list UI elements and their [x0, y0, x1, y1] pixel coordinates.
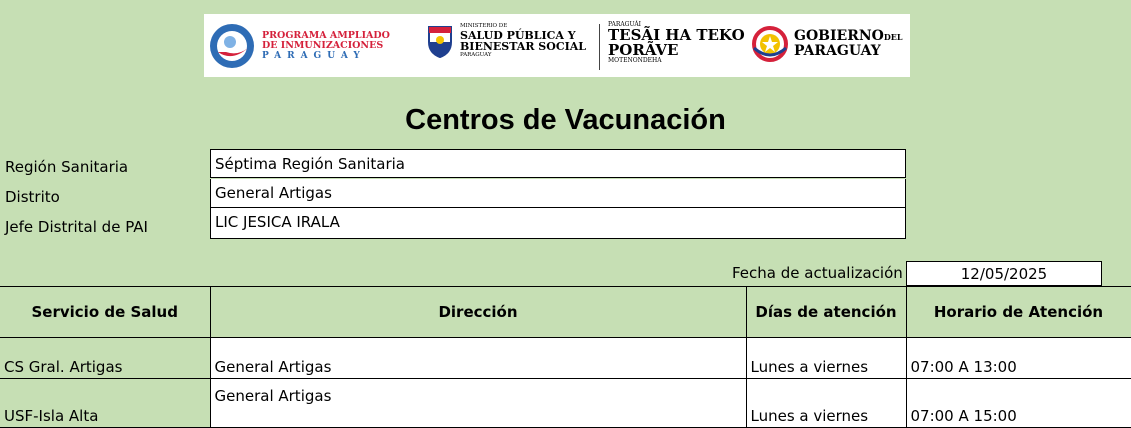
- paraguay-shield-icon: [426, 24, 454, 58]
- pai-emblem-icon: [208, 22, 256, 70]
- header-horario: Horario de Atención: [906, 287, 1131, 338]
- cell-horario: 07:00 A 15:00: [906, 379, 1131, 428]
- tesai-logo: [608, 22, 745, 64]
- cell-horario: 07:00 A 13:00: [906, 338, 1131, 379]
- gobierno-line1-small: DEL: [883, 32, 903, 43]
- region-label: Región Sanitaria: [5, 158, 129, 176]
- cell-dias: Lunes a viernes: [746, 379, 906, 428]
- header-direccion: Dirección: [210, 287, 746, 338]
- ministerio-line2: BIENESTAR SOCIAL: [460, 40, 586, 54]
- cell-direccion: General Artigas: [210, 338, 746, 379]
- table-row: [0, 379, 1131, 428]
- header-servicio: Servicio de Salud: [0, 287, 210, 338]
- table-row: [0, 338, 1131, 379]
- ministerio-small1: MINISTERIO DE: [460, 23, 508, 29]
- ministerio-line1: SALUD PÚBLICA Y: [460, 28, 576, 42]
- cell-direccion: General Artigas: [210, 379, 746, 428]
- pai-line1: PROGRAMA AMPLIADO: [262, 30, 390, 41]
- page-title: Centros de Vacunación: [405, 104, 726, 136]
- logo-separator: [599, 24, 600, 70]
- distrito-label: Distrito: [5, 188, 60, 206]
- cell-servicio: CS Gral. Artigas: [0, 338, 210, 379]
- tesai-small2: MOTENONDEHA: [608, 57, 662, 64]
- distrito-value: General Artigas: [210, 179, 906, 208]
- ministerio-logo: [426, 24, 586, 59]
- pai-logo: [208, 22, 390, 70]
- region-value: Séptima Región Sanitaria: [210, 149, 906, 178]
- vaccination-centers-table: [0, 286, 1131, 428]
- jefe-value: LIC JESICA IRALA: [210, 208, 906, 239]
- fecha-value: 12/05/2025: [906, 261, 1102, 286]
- cell-dias: Lunes a viernes: [746, 338, 906, 379]
- jefe-label: Jefe Distrital de PAI: [5, 218, 148, 236]
- tesai-small1: PARAGUÁI: [608, 21, 642, 28]
- tesai-line1: TESÃI HA TEKO: [608, 26, 745, 44]
- gobierno-line2: PARAGUAY: [794, 43, 881, 59]
- fecha-label: Fecha de actualización: [732, 264, 903, 282]
- cell-servicio: USF-Isla Alta: [0, 379, 210, 428]
- pai-line3: PARAGUAY: [262, 51, 366, 61]
- tesai-line2: PORÃVE: [608, 41, 679, 59]
- table-header-row: [0, 287, 1131, 338]
- gobierno-star-emblem-icon: [752, 26, 788, 62]
- pai-line2: DE INMUNIZACIONES: [262, 39, 384, 51]
- logo-banner: [204, 14, 910, 77]
- ministerio-small2: PARAGUAY: [460, 51, 492, 58]
- gobierno-logo: [752, 26, 903, 62]
- gobierno-line1: GOBIERNO: [794, 28, 884, 45]
- header-dias: Días de atención: [746, 287, 906, 338]
